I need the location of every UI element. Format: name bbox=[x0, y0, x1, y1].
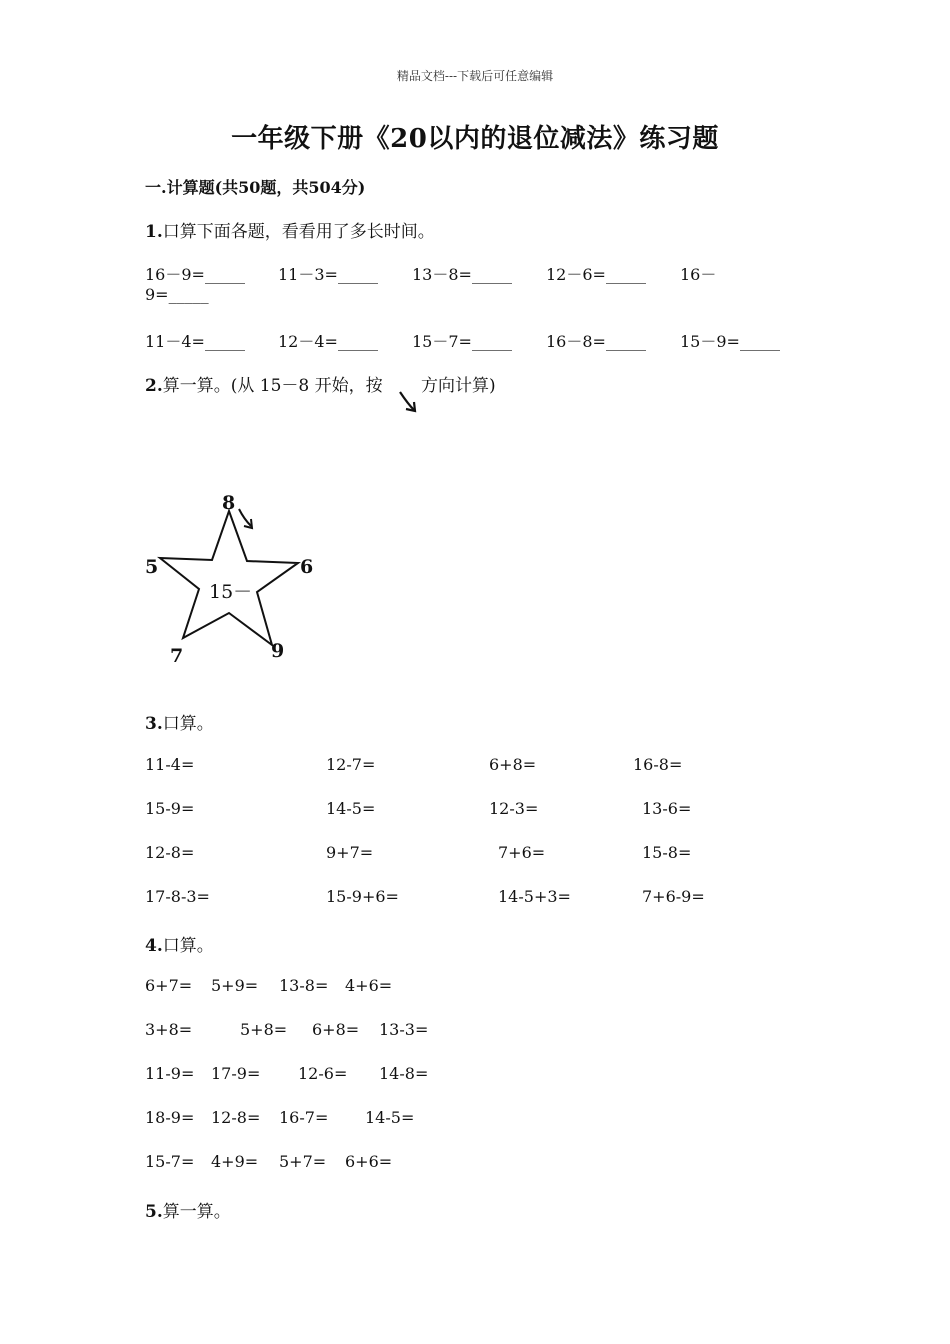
star-center: 15－ bbox=[209, 581, 253, 603]
star-point-bottom-right: 9 bbox=[271, 640, 285, 662]
star-point-right: 6 bbox=[300, 556, 314, 578]
question-text: 算一算。 bbox=[162, 1202, 231, 1222]
arrow-icon bbox=[396, 388, 422, 416]
question-2 bbox=[145, 371, 383, 396]
q1-item: 15－9=_____ bbox=[680, 332, 780, 351]
q4-item: 12-8= bbox=[211, 1108, 261, 1127]
q1-item: 12－6=_____ bbox=[546, 265, 646, 284]
question-number: 5. bbox=[145, 1202, 163, 1222]
q3-item: 6+8= bbox=[489, 755, 537, 774]
q3-item: 14-5+3= bbox=[498, 887, 571, 906]
star-point-top: 8 bbox=[222, 492, 236, 514]
q1-item: 11－3=_____ bbox=[278, 265, 378, 284]
q4-item: 18-9= bbox=[145, 1108, 195, 1127]
q1-item: 16－ bbox=[680, 265, 717, 284]
q4-item: 5+9= bbox=[211, 976, 259, 995]
question-1 bbox=[145, 217, 435, 242]
question-number: 1. bbox=[145, 222, 163, 242]
q1-item-wrap: 9=_____ bbox=[145, 285, 209, 304]
q1-item: 12－4=_____ bbox=[278, 332, 378, 351]
question-5 bbox=[145, 1197, 231, 1222]
q4-item: 4+9= bbox=[211, 1152, 259, 1171]
q3-item: 14-5= bbox=[326, 799, 376, 818]
q4-item: 11-9= bbox=[145, 1064, 195, 1083]
q3-item: 17-8-3= bbox=[145, 887, 210, 906]
q4-item: 4+6= bbox=[345, 976, 393, 995]
q4-item: 14-8= bbox=[379, 1064, 429, 1083]
q4-item: 17-9= bbox=[211, 1064, 261, 1083]
q1-item: 15－7=_____ bbox=[412, 332, 512, 351]
q3-item: 7+6= bbox=[498, 843, 546, 862]
page-title: 一年级下册《20以内的退位减法》练习题 bbox=[231, 124, 719, 154]
q4-item: 5+7= bbox=[279, 1152, 327, 1171]
q3-item: 9+7= bbox=[326, 843, 374, 862]
q3-item: 15-9+6= bbox=[326, 887, 399, 906]
q3-item: 11-4= bbox=[145, 755, 195, 774]
arrow-icon bbox=[239, 509, 251, 526]
q3-item: 16-8= bbox=[633, 755, 683, 774]
q4-item: 14-5= bbox=[365, 1108, 415, 1127]
question-text: 口算。 bbox=[162, 714, 214, 734]
q4-item: 5+8= bbox=[240, 1020, 288, 1039]
q3-item: 12-8= bbox=[145, 843, 195, 862]
q4-item: 16-7= bbox=[279, 1108, 329, 1127]
question-text: 算一算。(从 15－8 开始，按 bbox=[162, 376, 383, 396]
q4-item: 6+8= bbox=[312, 1020, 360, 1039]
q1-item: 16－8=_____ bbox=[546, 332, 646, 351]
question-text: 口算。 bbox=[162, 936, 214, 956]
question-3 bbox=[145, 709, 214, 734]
question-number: 3. bbox=[145, 714, 163, 734]
q1-item: 13－8=_____ bbox=[412, 265, 512, 284]
q4-item: 15-7= bbox=[145, 1152, 195, 1171]
star-point-left: 5 bbox=[145, 556, 159, 578]
q4-item: 6+6= bbox=[345, 1152, 393, 1171]
question-number: 2. bbox=[145, 376, 163, 396]
q4-item: 12-6= bbox=[298, 1064, 348, 1083]
q3-item: 15-8= bbox=[642, 843, 692, 862]
section-heading: 一.计算题(共50题，共504分) bbox=[145, 178, 366, 197]
question-4 bbox=[145, 931, 214, 956]
question-text: 口算下面各题，看看用了多长时间。 bbox=[162, 222, 435, 242]
q3-item: 12-7= bbox=[326, 755, 376, 774]
question-text-end: 方向计算) bbox=[421, 376, 496, 396]
q3-item: 7+6-9= bbox=[642, 887, 705, 906]
q1-item: 11－4=_____ bbox=[145, 332, 245, 351]
q3-item: 13-6= bbox=[642, 799, 692, 818]
q4-item: 13-3= bbox=[379, 1020, 429, 1039]
q4-item: 6+7= bbox=[145, 976, 193, 995]
q4-item: 3+8= bbox=[145, 1020, 193, 1039]
star-point-bottom-left: 7 bbox=[170, 645, 184, 667]
q3-item: 15-9= bbox=[145, 799, 195, 818]
q1-item: 16－9=_____ bbox=[145, 265, 245, 284]
q3-item: 12-3= bbox=[489, 799, 539, 818]
page-header: 精品文档---下载后可任意编辑 bbox=[396, 69, 554, 83]
q4-item: 13-8= bbox=[279, 976, 329, 995]
question-number: 4. bbox=[145, 936, 163, 956]
